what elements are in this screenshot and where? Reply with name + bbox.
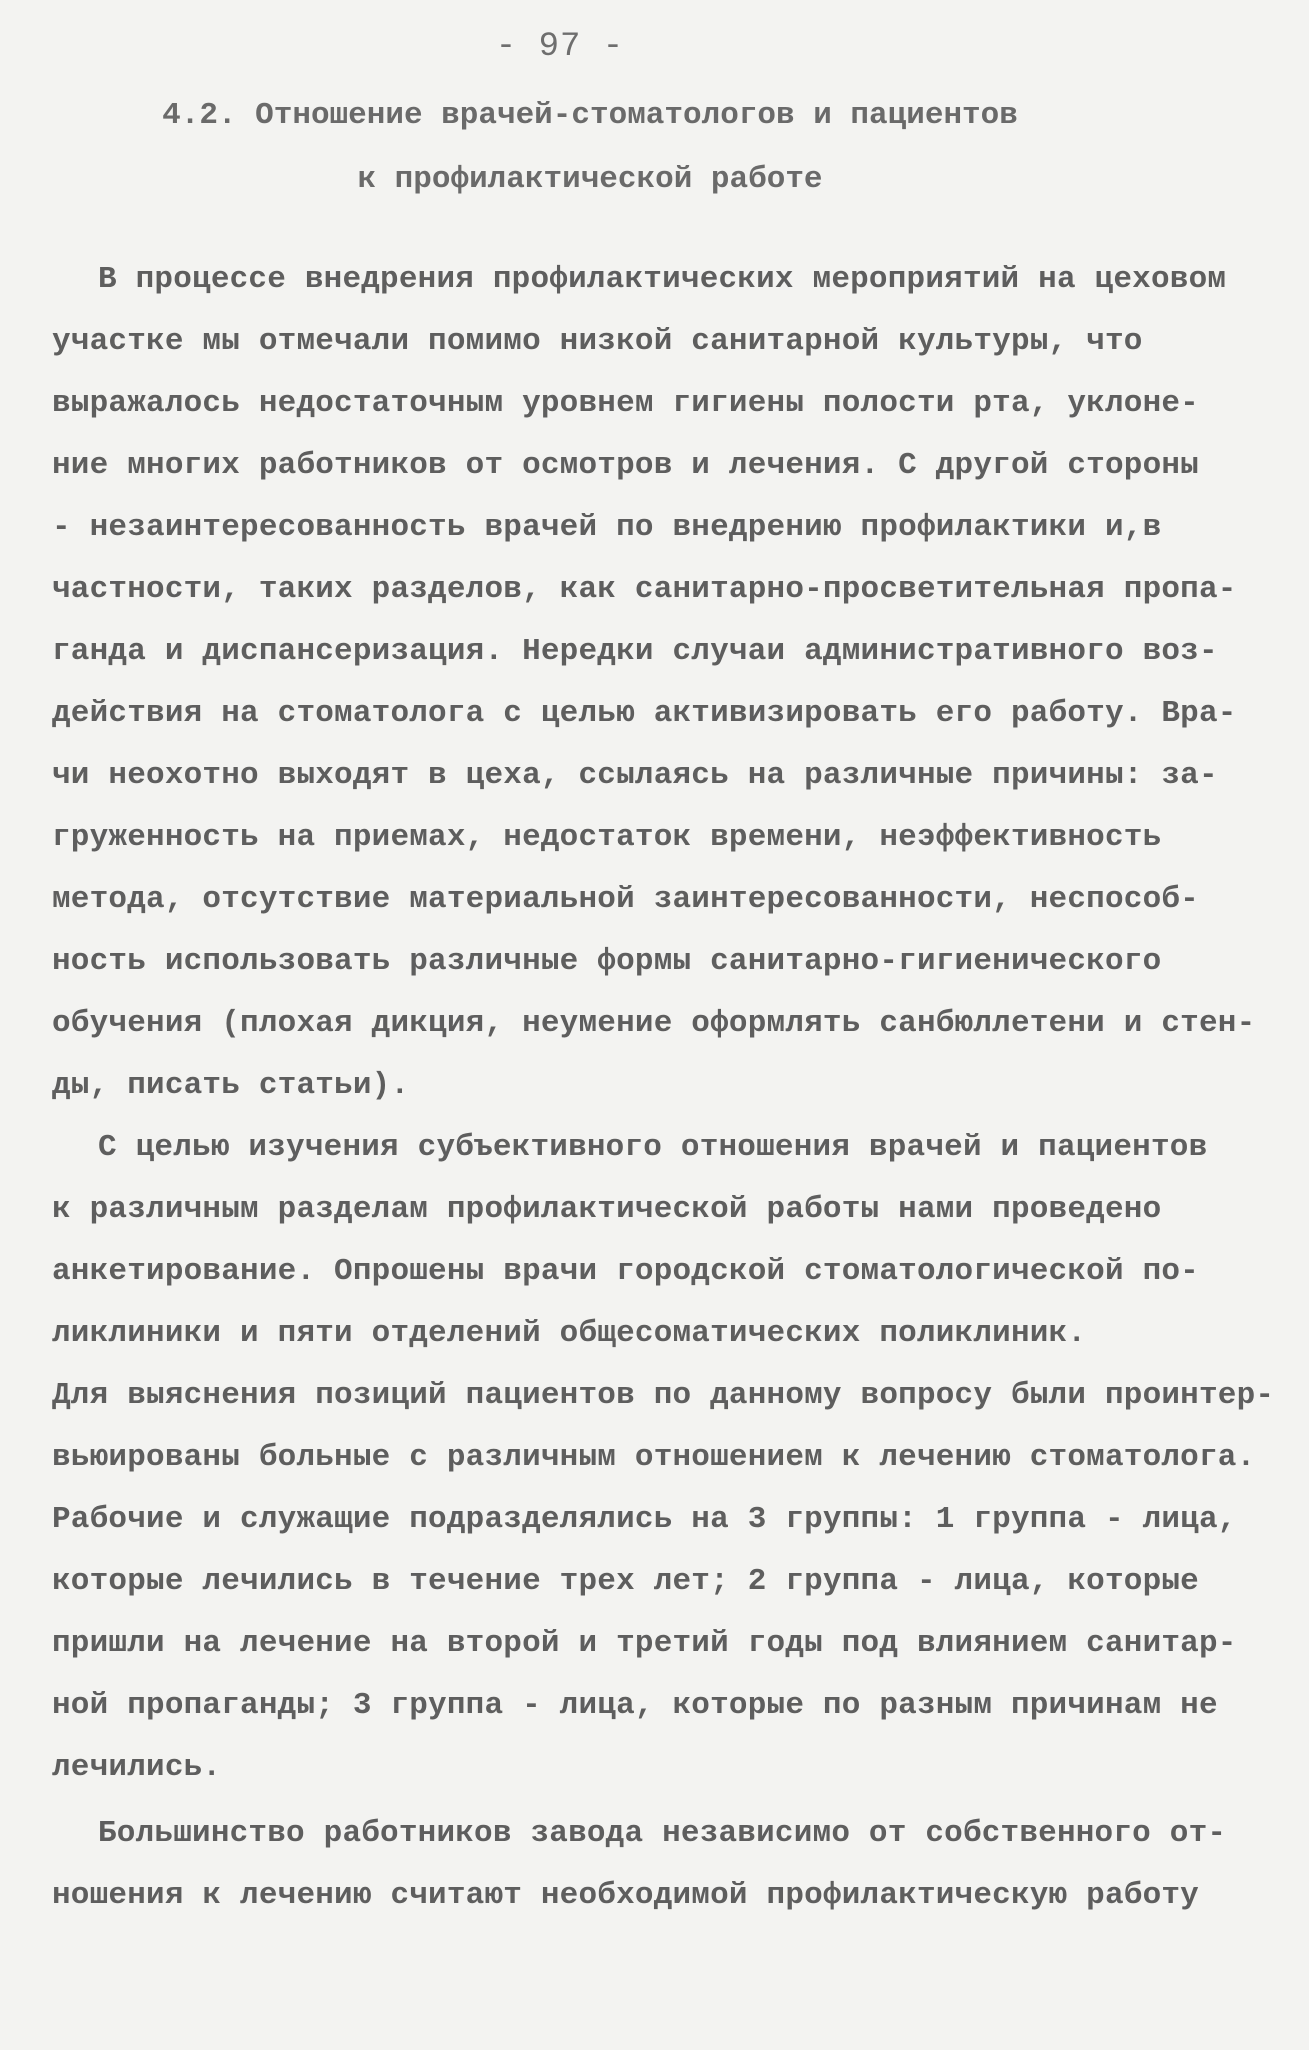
- text-line: груженность на приемах, недостаток времени, неэффективность: [52, 820, 1162, 855]
- text-line: пришли на лечение на второй и третий годы под влиянием санитар-: [52, 1626, 1237, 1661]
- text-line: к различным разделам профилактической работы нами проведено: [52, 1192, 1162, 1227]
- text-line: лечились.: [52, 1750, 222, 1785]
- text-line: - незаинтересованность врачей по внедрению профилактики и,в: [52, 510, 1162, 545]
- text-line: ношения к лечению считают необходимой профилактическую работу: [52, 1878, 1199, 1913]
- text-line: ганда и диспансеризация. Нередки случаи административного воз-: [52, 634, 1218, 669]
- text-line: ной пропаганды; 3 группа - лица, которые по разным причинам не: [52, 1688, 1218, 1723]
- text-line: В процессе внедрения профилактических мероприятий на цеховом: [98, 262, 1227, 297]
- text-line: чи неохотно выходят в цеха, ссылаясь на различные причины: за-: [52, 758, 1218, 793]
- text-line: ды, писать статьи).: [52, 1068, 410, 1103]
- text-line: обучения (плохая дикция, неумение оформлять санбюллетени и стен-: [52, 1006, 1256, 1041]
- text-line: выражалось недостаточным уровнем гигиены полости рта, уклоне-: [52, 386, 1199, 421]
- text-line: ние многих работников от осмотров и лечения. С другой стороны: [52, 448, 1199, 483]
- text-line: ность использовать различные формы санитарно-гигиенического: [52, 944, 1162, 979]
- section-heading-line-2: к профилактической работе: [357, 162, 823, 197]
- text-line: Для выяснения позиций пациентов по данному вопросу были проинтер-: [52, 1378, 1275, 1413]
- text-line: действия на стоматолога с целью активизировать его работу. Вра-: [52, 696, 1237, 731]
- text-line: анкетирование. Опрошены врачи городской стоматологической по-: [52, 1254, 1199, 1289]
- section-heading-line-1: 4.2. Отношение врачей-стоматологов и пациентов: [162, 98, 1018, 133]
- text-line: которые лечились в течение трех лет; 2 группа - лица, которые: [52, 1564, 1199, 1599]
- text-line: ликлиники и пяти отделений общесоматических поликлиник.: [52, 1316, 1087, 1351]
- text-line: участке мы отмечали помимо низкой санитарной культуры, что: [52, 324, 1143, 359]
- page-number: - 97 -: [495, 28, 625, 66]
- text-line: метода, отсутствие материальной заинтересованности, неспособ-: [52, 882, 1199, 917]
- text-line: вьюированы больные с различным отношением к лечению стоматолога.: [52, 1440, 1256, 1475]
- text-line: Большинство работников завода независимо от собственного от-: [98, 1816, 1227, 1851]
- text-line: частности, таких разделов, как санитарно-просветительная пропа-: [52, 572, 1237, 607]
- text-line: С целью изучения субъективного отношения врачей и пациентов: [98, 1130, 1208, 1165]
- text-line: Рабочие и служащие подразделялись на 3 группы: 1 группа - лица,: [52, 1502, 1237, 1537]
